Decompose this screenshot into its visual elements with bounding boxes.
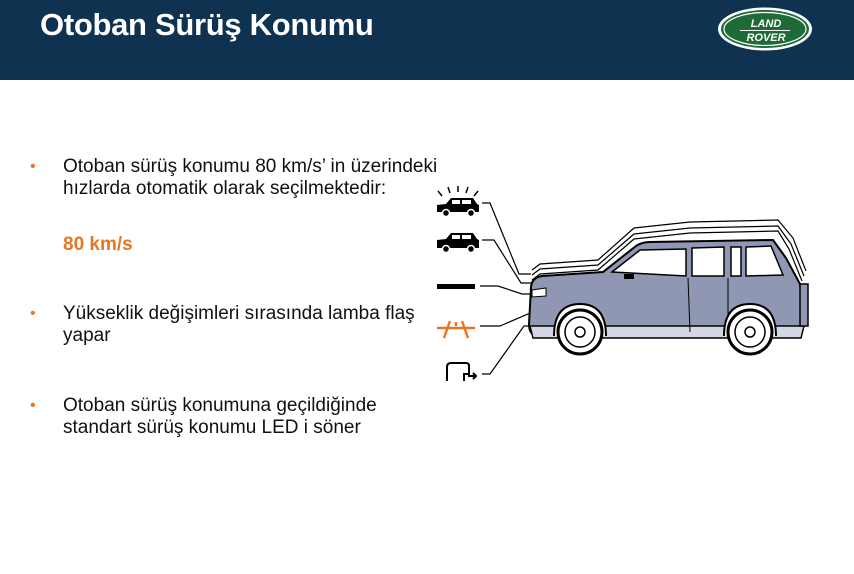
bullet-text: Otoban sürüş konumuna geçildiğinde standart sürüş konumu LED i söner (63, 395, 377, 438)
bullet-item (30, 395, 443, 439)
speed-highlight: 80 km/s (63, 234, 133, 255)
vehicle-raised-icon (437, 233, 479, 253)
logo-line-1: LAND (750, 18, 782, 30)
bullet-dot-icon: • (30, 397, 36, 414)
bullet-dot-icon: • (30, 305, 36, 322)
bullet-dot-icon: • (30, 158, 36, 175)
access-height-icon (447, 363, 476, 381)
bullet-item (30, 303, 443, 347)
bullet-item (30, 156, 443, 200)
bullet-text: Otoban sürüş konumu 80 km/s’ in üzerindeki hızlarda otomatik olarak seçilmektedir: (63, 156, 438, 199)
front-wheel (558, 310, 602, 354)
logo-line-2: ROVER (746, 32, 786, 44)
land-rover-logo (716, 6, 814, 52)
vehicle-height-diagram (428, 176, 828, 410)
page-title: Otoban Sürüş Konumu (40, 7, 374, 42)
motorway-icon (437, 321, 475, 338)
bullet-text: Yükseklik değişimleri sırasında lamba flaş yapar (63, 303, 415, 346)
header-bar (0, 0, 854, 80)
rear-wheel (728, 310, 772, 354)
connector-lines (480, 203, 536, 374)
standard-height-bar-icon (437, 284, 475, 289)
vehicle-flashing-icon (437, 186, 479, 217)
